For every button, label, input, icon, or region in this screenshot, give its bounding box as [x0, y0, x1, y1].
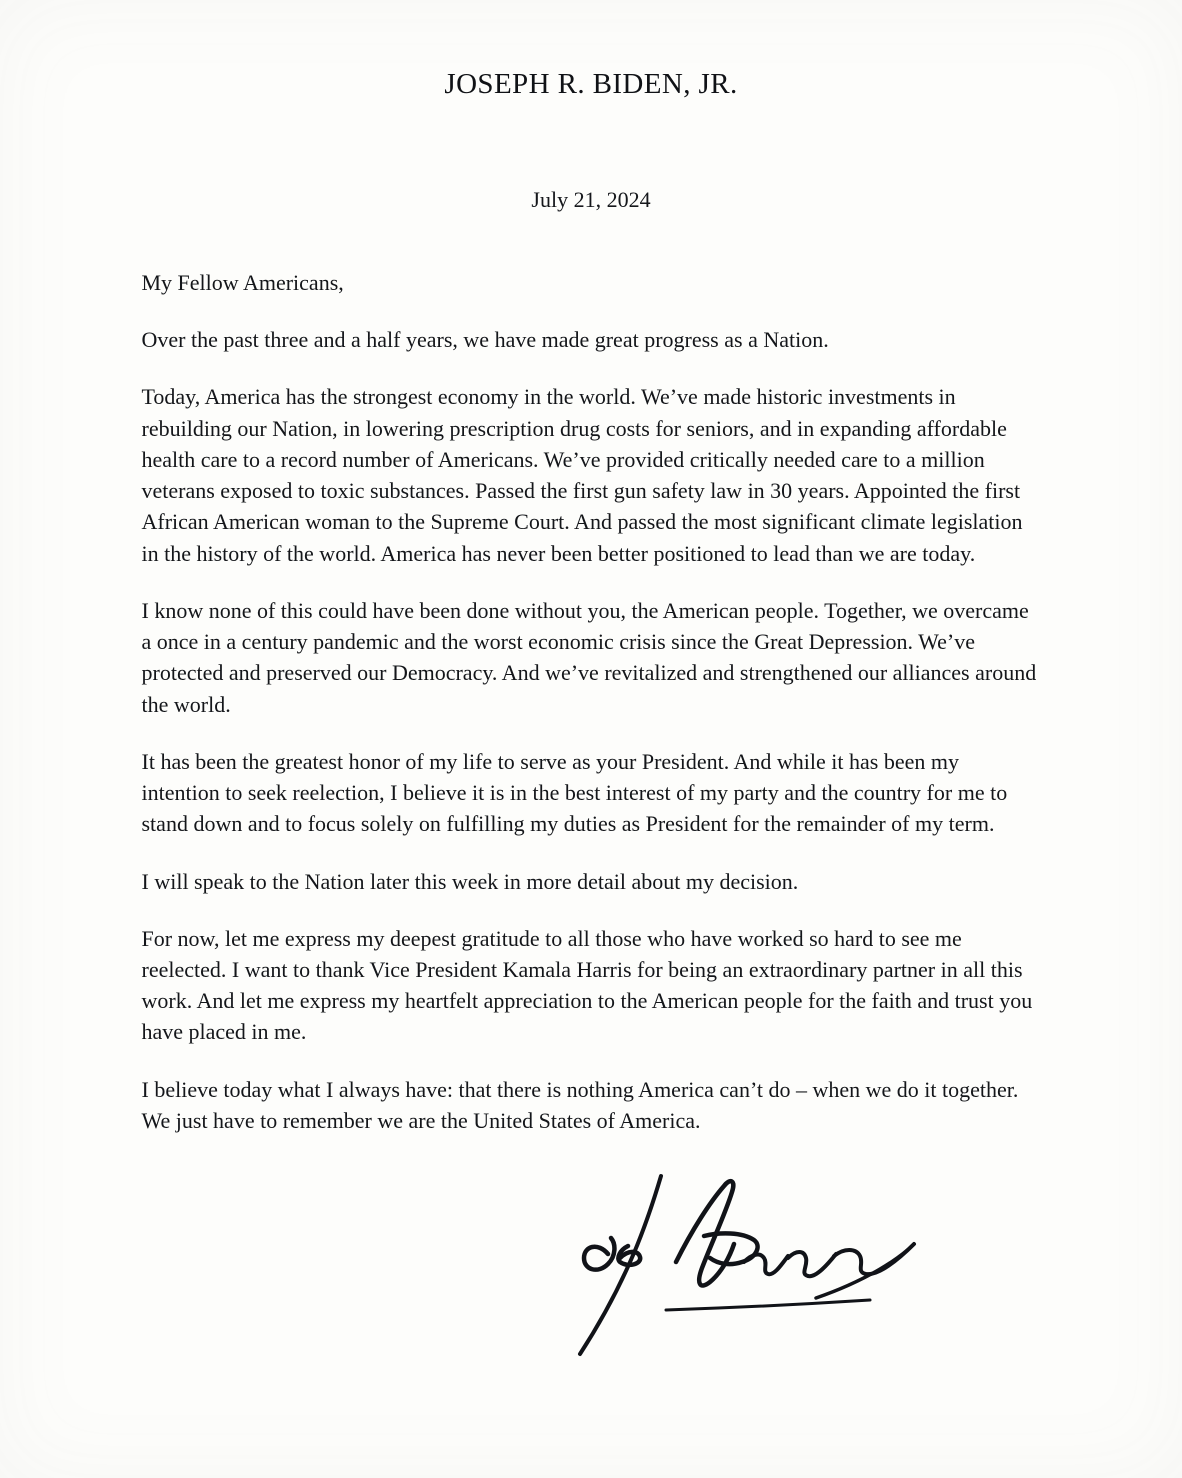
letterhead-title: JOSEPH R. BIDEN, JR.: [444, 68, 738, 100]
letter-date: July 21, 2024: [531, 187, 651, 212]
handwritten-signature-icon: [516, 1158, 986, 1358]
paragraph: Today, America has the strongest economy in the world. We’ve made historic investments in rebuilding our Nation, in lowering prescription drug costs for seniors, and in expanding affordable health care to a record number of Americans. We’ve provided critically needed care to a million veterans exposed to toxic substances. Passed the first gun safety law in 30 years. Appointed the first African American woman to the Supreme Court. And passed the most significant climate legislation in the history of the world. America has never been better positioned to lead than we are today.: [141, 384, 1023, 566]
paragraph: Over the past three and a half years, we have made great progress as a Nation.: [141, 327, 829, 353]
paragraph: For now, let me express my deepest gratitude to all those who have worked so hard to see me reelected. I want to thank Vice President Kamala Harris for being an extraordinary partner in all this work. And let me express my heartfelt appreciation to the American people for the faith and trust you have placed in me.: [141, 925, 1033, 1045]
letter-body: [141, 267, 1042, 1136]
salutation: My Fellow Americans,: [141, 270, 344, 295]
paragraph: I believe today what I always have: that there is nothing America can’t do – when we do it together. We just have to remember we are the United States of America.: [141, 1076, 1019, 1133]
paragraph: I will speak to the Nation later this week in more detail about my decision.: [141, 868, 799, 894]
paragraph: I know none of this could have been done without you, the American people. Together, we overcame a once in a century pandemic and the worst economic crisis since the Great Depression. We’ve protected and preserved our Democracy. And we’ve revitalized and strengthened our alliances around the world.: [141, 597, 1037, 717]
signature-area: [141, 1162, 1041, 1352]
paragraph: It has been the greatest honor of my life to serve as your President. And while it has been my intention to seek reelection, I believe it is in the best interest of my party and the country for me to stand down and to focus solely on fulfilling my duties as President for the remainder of my term.: [141, 748, 1008, 837]
